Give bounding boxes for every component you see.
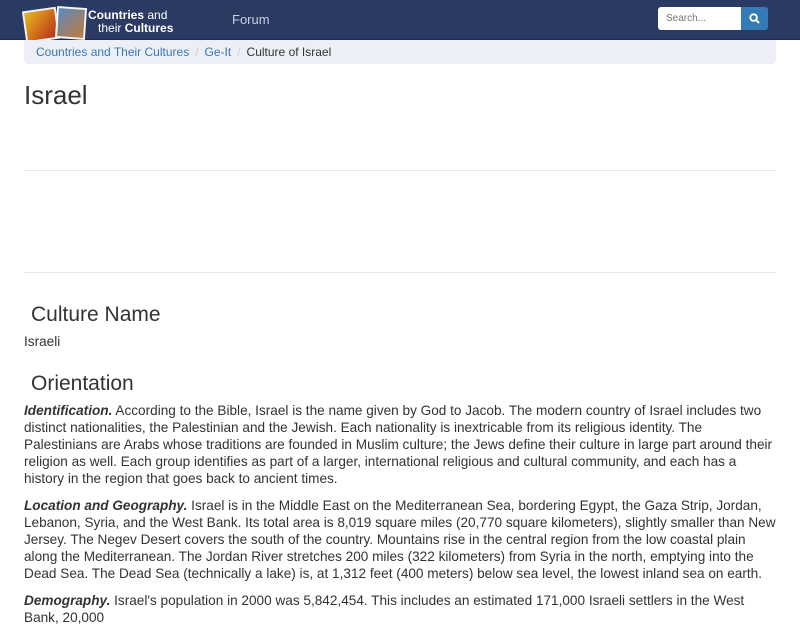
paragraph-label: Identification.	[24, 403, 113, 418]
paragraph	[24, 402, 776, 487]
logo-text-1: and	[144, 8, 168, 22]
paragraph-label: Location and Geography.	[24, 498, 188, 513]
nav-forum-link[interactable]: Forum	[232, 12, 270, 27]
navbar	[0, 0, 800, 40]
section-heading: Culture Name	[31, 303, 161, 326]
breadcrumb-link[interactable]: Countries and Their Cultures	[36, 45, 190, 59]
search-button[interactable]	[741, 7, 768, 30]
breadcrumb	[24, 40, 776, 64]
paragraph-label: Demography.	[24, 593, 111, 608]
logo-text-2b: Cultures	[124, 21, 174, 35]
section-heading: Orientation	[31, 372, 134, 395]
paragraph-text: According to the Bible, Israel is the name given by God to Jacob. The modern country of Israel includes two distinct nationalities, the Palestinian and the Jewish. Each nationality is inextricable from its religious identity. The Palestinians are Arabs whose traditions are founded in Muslim culture; the Jews define their culture in large part around their religion as well. Each group identifies as part of a larger, international religious and cultural community, and each has a history in the region that goes back to ancient times.	[24, 403, 773, 486]
breadcrumb-current: Culture of Israel	[246, 45, 332, 59]
section-text: Israeli	[24, 334, 61, 349]
article-content	[24, 303, 776, 636]
paragraph	[24, 497, 776, 582]
divider	[24, 272, 776, 273]
search-icon	[749, 13, 760, 24]
logo-text	[88, 9, 173, 35]
divider	[24, 170, 776, 171]
site-logo[interactable]	[22, 5, 192, 45]
breadcrumb-separator: /	[237, 45, 241, 59]
breadcrumb-link[interactable]: Ge-It	[204, 45, 232, 59]
paragraph-text: Israel's population in 2000 was 5,842,454. This includes an estimated 171,000 Israeli settlers in the West Bank, 20,000	[24, 593, 745, 625]
page-title: Israel	[24, 80, 88, 110]
paragraph-text: Israel is in the Middle East on the Mediterranean Sea, bordering Egypt, the Gaza Strip, Jordan, Lebanon, Syria, and the West Bank. Its total area is 8,019 square miles (20,770 square kilometers), slightly smaller than New Jersey. The Negev Desert covers the south of the country. Mountains rise in the central region from the low coastal plain along the Mediterranean. The Jordan River stretches 200 miles (322 kilometers) from Syria in the north, emptying into the Dead Sea. The Dead Sea (technically a lake) is, at 1,312 feet (400 meters) below sea level, the lowest inland sea on earth.	[24, 498, 776, 581]
breadcrumb-separator: /	[195, 45, 199, 59]
logo-text-2: their	[98, 21, 125, 35]
paragraph	[24, 592, 776, 626]
logo-text-1b: Countries	[88, 8, 145, 22]
search-input[interactable]	[658, 7, 741, 30]
logo-photo	[55, 6, 87, 40]
